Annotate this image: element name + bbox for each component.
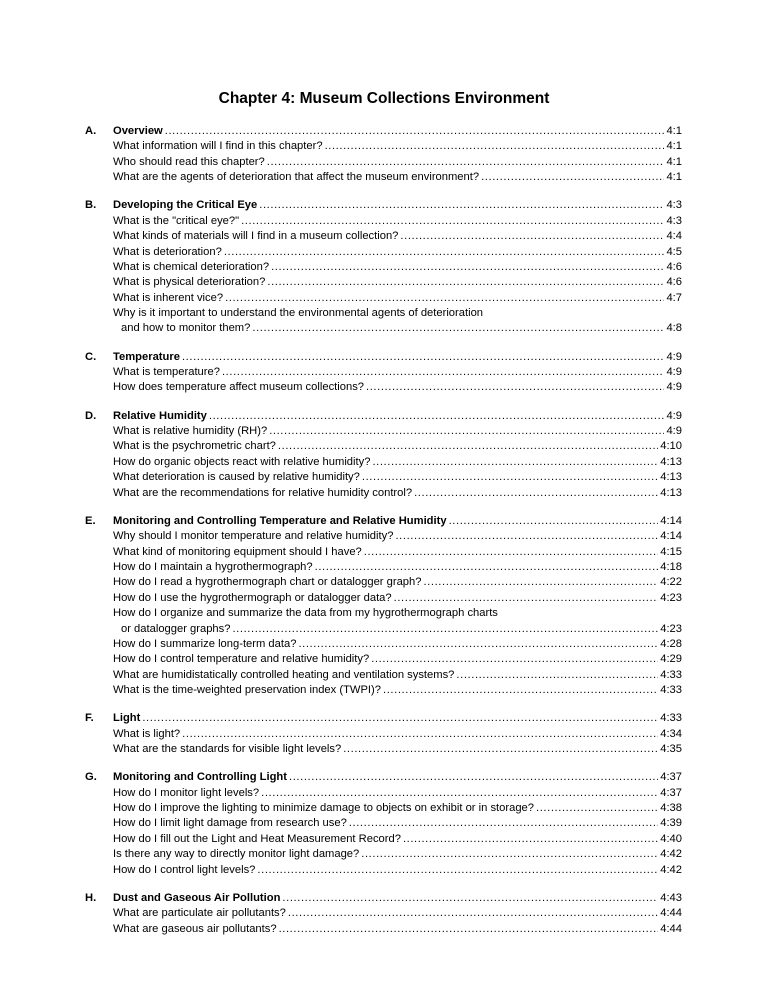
dot-leader xyxy=(395,529,658,544)
entry-text: How do organic objects react with relative humidity? xyxy=(113,455,371,468)
page-number: 4:9 xyxy=(666,425,682,438)
entry-text: Why is it important to understand the environmental agents of deterioration xyxy=(113,307,484,320)
section-heading-text: Relative Humidity xyxy=(113,409,207,422)
dot-leader xyxy=(278,439,658,454)
entry-text-continued: or datalogger graphs? xyxy=(121,622,231,635)
page-number: 4:9 xyxy=(666,350,682,363)
toc-entry[interactable] xyxy=(85,668,682,683)
toc-section xyxy=(85,770,682,878)
toc-entry[interactable] xyxy=(85,652,682,667)
dot-leader xyxy=(289,770,658,785)
page-number: 4:22 xyxy=(660,576,682,589)
page-number: 4:1 xyxy=(666,171,682,184)
entry-text: What is inherent vice? xyxy=(113,291,224,304)
toc-entry[interactable] xyxy=(85,727,682,742)
toc-entry[interactable] xyxy=(85,575,682,590)
toc-entry[interactable] xyxy=(85,306,682,321)
dot-leader xyxy=(222,365,664,380)
dot-leader xyxy=(257,863,658,878)
entry-text: How does temperature affect museum collections? xyxy=(113,381,365,394)
page-number: 4:44 xyxy=(660,907,682,920)
dot-leader xyxy=(298,637,658,652)
dot-leader xyxy=(372,455,658,470)
page-number: 4:3 xyxy=(666,214,682,227)
page-number: 4:33 xyxy=(660,668,682,681)
entry-text: What is temperature? xyxy=(113,366,220,379)
entry-text: How do I control temperature and relative humidity? xyxy=(113,653,370,666)
entry-text: What deterioration is caused by relative humidity? xyxy=(113,471,360,484)
dot-leader xyxy=(449,514,659,529)
page-number: 4:6 xyxy=(666,260,682,273)
page-number: 4:38 xyxy=(660,802,682,814)
toc-entry[interactable] xyxy=(85,245,682,260)
toc-entry-continuation[interactable] xyxy=(85,622,682,637)
dot-leader xyxy=(383,683,658,698)
toc-entry[interactable] xyxy=(85,832,682,847)
toc-section-heading[interactable] xyxy=(85,409,682,424)
dot-leader xyxy=(423,575,658,590)
toc-entry[interactable] xyxy=(85,214,682,229)
toc-entry[interactable] xyxy=(85,591,682,606)
page-number: 4:42 xyxy=(660,863,682,876)
page-number: 4:5 xyxy=(666,245,682,258)
section-letter: F. xyxy=(85,712,94,725)
toc-section xyxy=(85,409,682,501)
dot-leader xyxy=(165,124,665,139)
entry-text: How do I summarize long-term data? xyxy=(113,637,297,650)
dot-leader xyxy=(394,591,659,606)
section-heading-text: Developing the Critical Eye xyxy=(113,199,258,212)
table-of-contents xyxy=(85,124,682,950)
toc-entry[interactable] xyxy=(85,637,682,652)
page-number: 4:14 xyxy=(660,514,682,527)
toc-entry[interactable] xyxy=(85,229,682,244)
page-number: 4:15 xyxy=(660,545,682,558)
dot-leader xyxy=(261,786,658,801)
toc-section xyxy=(85,350,682,396)
entry-text: How do I maintain a hygrothermograph? xyxy=(113,560,313,573)
toc-entry[interactable] xyxy=(85,816,682,831)
toc-section-heading[interactable] xyxy=(85,770,682,785)
toc-entry[interactable] xyxy=(85,863,682,878)
dot-leader xyxy=(366,380,664,395)
toc-section xyxy=(85,711,682,757)
dot-leader xyxy=(142,711,658,726)
dot-leader xyxy=(224,245,665,260)
dot-leader xyxy=(182,350,664,365)
dot-leader xyxy=(325,139,665,154)
toc-entry[interactable] xyxy=(85,801,682,816)
toc-entry[interactable] xyxy=(85,742,682,757)
page-number: 4:44 xyxy=(660,922,682,935)
entry-text: How do I use the hygrothermograph or datalogger data? xyxy=(113,591,392,604)
page-number: 4:35 xyxy=(660,743,682,756)
section-letter: G. xyxy=(85,771,97,784)
toc-entry[interactable] xyxy=(85,365,682,380)
dot-leader xyxy=(279,922,659,937)
entry-text: Why should I monitor temperature and relative humidity? xyxy=(113,530,394,543)
dot-leader xyxy=(364,545,658,560)
toc-entry[interactable] xyxy=(85,529,682,544)
page-number: 4:4 xyxy=(666,230,682,243)
toc-entry[interactable] xyxy=(85,424,682,439)
section-heading-text: Dust and Gaseous Air Pollution xyxy=(113,891,281,904)
entry-text: What are the standards for visible light levels? xyxy=(113,743,342,756)
toc-section-heading[interactable] xyxy=(85,514,682,529)
entry-text: How do I limit light damage from research use? xyxy=(113,817,347,830)
page-number: 4:28 xyxy=(660,637,682,650)
dot-leader xyxy=(371,652,658,667)
toc-entry[interactable] xyxy=(85,847,682,862)
entry-text: What is the "critical eye?" xyxy=(113,214,240,227)
dot-leader xyxy=(315,560,659,575)
entry-text: How do I improve the lighting to minimize damage to objects on exhibit or in storage? xyxy=(113,802,534,814)
dot-leader xyxy=(362,470,658,485)
section-letter: D. xyxy=(85,409,97,422)
dot-leader xyxy=(225,291,664,306)
dot-leader xyxy=(267,275,664,290)
entry-text: How do I monitor light levels? xyxy=(113,786,260,799)
dot-leader xyxy=(271,260,664,275)
page-number: 4:13 xyxy=(660,471,682,484)
dot-leader xyxy=(400,229,664,244)
toc-entry[interactable] xyxy=(85,380,682,395)
dot-leader xyxy=(209,409,665,424)
page-number: 4:37 xyxy=(660,786,682,799)
page-number: 4:39 xyxy=(660,817,682,830)
dot-leader xyxy=(232,622,658,637)
entry-text-continued: and how to monitor them? xyxy=(121,322,251,335)
entry-text: What is chemical deterioration? xyxy=(113,260,270,273)
dot-leader xyxy=(403,832,658,847)
page-number: 4:1 xyxy=(666,155,682,168)
entry-text: What kinds of materials will I find in a museum collection? xyxy=(113,230,399,243)
page-number: 4:13 xyxy=(660,486,682,499)
toc-section xyxy=(85,514,682,699)
section-letter: E. xyxy=(85,514,96,527)
section-letter: B. xyxy=(85,199,97,212)
dot-leader xyxy=(456,668,658,683)
page-number: 4:1 xyxy=(666,140,682,153)
entry-text: What are humidistatically controlled heating and ventilation systems? xyxy=(113,668,455,681)
entry-text: What information will I find in this chapter? xyxy=(113,140,323,153)
dot-leader xyxy=(282,891,658,906)
toc-section-heading[interactable] xyxy=(85,124,682,139)
page-number: 4:33 xyxy=(660,712,682,725)
dot-leader xyxy=(361,847,658,862)
entry-text: What are gaseous air pollutants? xyxy=(113,922,277,935)
entry-text: Is there any way to directly monitor light damage? xyxy=(113,848,360,861)
toc-entry[interactable] xyxy=(85,683,682,698)
toc-entry[interactable] xyxy=(85,455,682,470)
entry-text: Who should read this chapter? xyxy=(113,155,265,168)
page-number: 4:23 xyxy=(660,622,682,635)
toc-entry-continuation[interactable] xyxy=(85,321,682,336)
toc-section-heading[interactable] xyxy=(85,350,682,365)
section-heading-text: Overview xyxy=(113,124,163,137)
entry-text: What is physical deterioration? xyxy=(113,276,266,289)
page-number: 4:42 xyxy=(660,848,682,861)
entry-text: What is the psychrometric chart? xyxy=(113,440,276,453)
entry-text: How do I fill out the Light and Heat Measurement Record? xyxy=(113,832,401,845)
toc-entry[interactable] xyxy=(85,139,682,154)
toc-entry[interactable] xyxy=(85,275,682,290)
toc-entry[interactable] xyxy=(85,155,682,170)
entry-text: What is deterioration? xyxy=(113,245,222,258)
toc-section xyxy=(85,124,682,186)
dot-leader xyxy=(343,742,658,757)
entry-text: How do I organize and summarize the data from my hygrothermograph charts xyxy=(113,607,498,620)
section-letter: C. xyxy=(85,350,97,363)
page-number: 4:37 xyxy=(660,771,682,784)
entry-text: What are particulate air pollutants? xyxy=(113,907,286,920)
toc-entry[interactable] xyxy=(85,486,682,501)
page-number: 4:8 xyxy=(666,322,682,335)
toc-entry[interactable] xyxy=(85,545,682,560)
entry-text: What is the time-weighted preservation index (TWPI)? xyxy=(113,684,381,697)
page-number: 4:10 xyxy=(660,440,682,453)
toc-section-heading[interactable] xyxy=(85,891,682,906)
page-number: 4:40 xyxy=(660,832,682,845)
dot-leader xyxy=(241,214,664,229)
page-number: 4:18 xyxy=(660,560,682,573)
dot-leader xyxy=(267,155,665,170)
section-letter: A. xyxy=(85,124,97,137)
dot-leader xyxy=(536,801,658,816)
toc-entry[interactable] xyxy=(85,439,682,454)
toc-entry[interactable] xyxy=(85,470,682,485)
dot-leader xyxy=(259,198,664,213)
dot-leader xyxy=(252,321,664,336)
entry-text: What is relative humidity (RH)? xyxy=(113,425,268,438)
dot-leader xyxy=(269,424,664,439)
entry-text: How do I read a hygrothermograph chart or datalogger graph? xyxy=(113,576,422,589)
entry-text: What are the agents of deterioration that affect the museum environment? xyxy=(113,171,480,184)
entry-text: How do I control light levels? xyxy=(113,863,256,876)
toc-entry[interactable] xyxy=(85,906,682,921)
section-heading-text: Monitoring and Controlling Light xyxy=(113,771,287,784)
page-number: 4:34 xyxy=(660,727,682,740)
page-number: 4:14 xyxy=(660,530,682,543)
entry-text: What is light? xyxy=(113,727,181,740)
page-number: 4:9 xyxy=(666,409,682,422)
section-heading-text: Light xyxy=(113,712,141,725)
toc-entry[interactable] xyxy=(85,260,682,275)
toc-entry[interactable] xyxy=(85,170,682,185)
toc-entry[interactable] xyxy=(85,922,682,937)
dot-leader xyxy=(288,906,658,921)
section-heading-text: Temperature xyxy=(113,350,180,363)
toc-section xyxy=(85,198,682,337)
page-number: 4:13 xyxy=(660,455,682,468)
page-number: 4:1 xyxy=(666,124,682,137)
dot-leader xyxy=(414,486,658,501)
section-letter: H. xyxy=(85,891,97,904)
toc-entry[interactable] xyxy=(85,291,682,306)
dot-leader xyxy=(349,816,658,831)
toc-entry[interactable] xyxy=(85,606,682,621)
dot-leader xyxy=(182,727,658,742)
toc-entry[interactable] xyxy=(85,560,682,575)
page-number: 4:43 xyxy=(660,891,682,904)
toc-section-heading[interactable] xyxy=(85,711,682,726)
page-number: 4:6 xyxy=(666,276,682,289)
section-heading-text: Monitoring and Controlling Temperature and Relative Humidity xyxy=(113,514,447,527)
page-number: 4:23 xyxy=(660,591,682,604)
page-number: 4:33 xyxy=(660,684,682,697)
chapter-title: Chapter 4: Museum Collections Environment xyxy=(218,90,550,107)
toc-section-heading[interactable] xyxy=(85,198,682,213)
page-number: 4:29 xyxy=(660,653,682,666)
page-number: 4:9 xyxy=(666,381,682,394)
page-number: 4:3 xyxy=(666,199,682,212)
toc-section xyxy=(85,891,682,937)
dot-leader xyxy=(481,170,664,185)
toc-entry[interactable] xyxy=(85,786,682,801)
entry-text: What kind of monitoring equipment should I have? xyxy=(113,545,362,558)
page-number: 4:7 xyxy=(666,291,682,304)
page-number: 4:9 xyxy=(666,366,682,379)
entry-text: What are the recommendations for relative humidity control? xyxy=(113,486,413,499)
